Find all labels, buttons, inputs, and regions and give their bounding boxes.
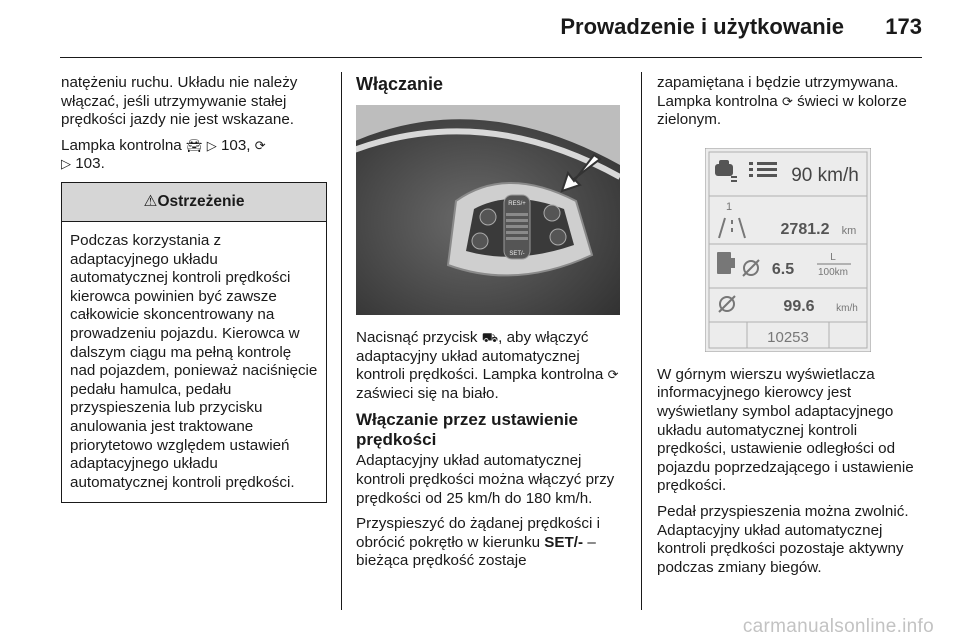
page-ref: 103. [75, 155, 105, 173]
subsection-heading: Włączanie przez ustawienie prędkości [356, 410, 579, 450]
paragraph: Nacisnąć przycisk ⛟, aby włączyć adaptacyjny układ automatycznej kontroli prędkości. Lampka kontrolna ⟳ zaświeci się na biało. [356, 329, 619, 402]
warning-triangle-icon: ⚠ [143, 192, 158, 210]
set-speed: 90 km/h [791, 164, 859, 186]
column-divider-2 [641, 72, 642, 610]
acc-indicator-icon: ⟳ [607, 367, 619, 383]
paragraph: Adaptacyjny układ automatycznej kontroli prędkości można włączyć przy prędkości od 25 km/h do 180 km/h. [356, 452, 615, 507]
section-heading: Włączanie [356, 74, 444, 94]
paragraph: Przyspieszyć do żądanej prędkości i obrócić pokrętło w kierunku SET/- – bieżąca prędkość zostaje [356, 515, 600, 570]
warning-box [61, 182, 327, 503]
paragraph-indicator-refs: Lampka kontrolna 🚘︎ ▷ 103, ⟳ ▷ 103. [61, 136, 266, 173]
trip-distance: 2781.2 [780, 220, 830, 238]
warning-header [62, 183, 326, 222]
cross-reference-icon: ▷ [206, 137, 217, 153]
paragraph: Pedał przyspieszenia można zwolnić. Adaptacyjny układ automatycznej kontroli prędkości pozostaje aktywny podczas zmiany biegów. [657, 502, 909, 576]
warning-title: Ostrzeżenie [157, 192, 245, 210]
consumption-unit-top: L [830, 251, 836, 263]
header-divider [60, 57, 922, 58]
column-1 [61, 74, 327, 503]
paragraph: natężeniu ruchu. Układu nie należy włączać, jeśli utrzymywanie stałej prędkości jazdy nie jest wskazane. [61, 74, 298, 129]
driver-info-display [705, 148, 871, 352]
car-indicator-icon: 🚘︎ [185, 137, 203, 153]
gear-number: 1 [725, 200, 733, 213]
odometer: 10253 [767, 328, 809, 346]
column-2 [356, 74, 626, 578]
trip-distance-unit: km [841, 224, 857, 237]
paragraph: W górnym wierszu wyświetlacza informacyjnego kierowcy jest wyświetlany symbol adaptacyjnego układu automatycznej kontroli prędkości, ustawienie odległości od pojazdu poprzedzającego i ustawienie prędkości. [657, 365, 914, 495]
set-label: SET/- [544, 533, 584, 551]
res-button-label: RES/+ [508, 201, 526, 207]
acc-indicator-icon: ⟳ [254, 137, 266, 153]
set-button-label: SET/- [509, 251, 525, 257]
avg-consumption: 6.5 [771, 260, 795, 278]
steering-wheel-photo [356, 105, 620, 315]
page-number: 173 [885, 14, 922, 39]
acc-button-icon: ⛟ [481, 330, 499, 345]
running-header-title: Prowadzenie i użytkowanie [560, 14, 844, 39]
column-divider-1 [341, 72, 342, 610]
page-ref: 103, [220, 136, 251, 154]
paragraph: zapamiętana i będzie utrzymywana. Lampka kontrolna ⟳ świeci w kolorze zielonym. [657, 74, 907, 129]
consumption-unit-bottom: 100km [817, 266, 849, 278]
warning-text: Podczas korzystania z adaptacyjnego układu automatycznej kontroli prędkości kierowca powinien być zawsze całkowicie skoncentrowany na prowadzeniu pojazdu. Kierowca w dalszym ciągu ma pełną kontrolę nad pojazdem, ponieważ naciśnięcie pedału hamulca, pedału przyspieszenia lub przycisku anulowania jest traktowane priorytetowo względem ustawień adaptacyjnego układu automatycznej kontroli prędkości. [70, 231, 318, 491]
acc-indicator-icon: ⟳ [781, 93, 793, 109]
watermark: carmanualsonline.info [742, 616, 934, 637]
avg-speed-unit: km/h [836, 302, 858, 314]
avg-speed: 99.6 [783, 297, 815, 315]
column-3 [657, 74, 923, 584]
cross-reference-icon: ▷ [61, 156, 71, 172]
